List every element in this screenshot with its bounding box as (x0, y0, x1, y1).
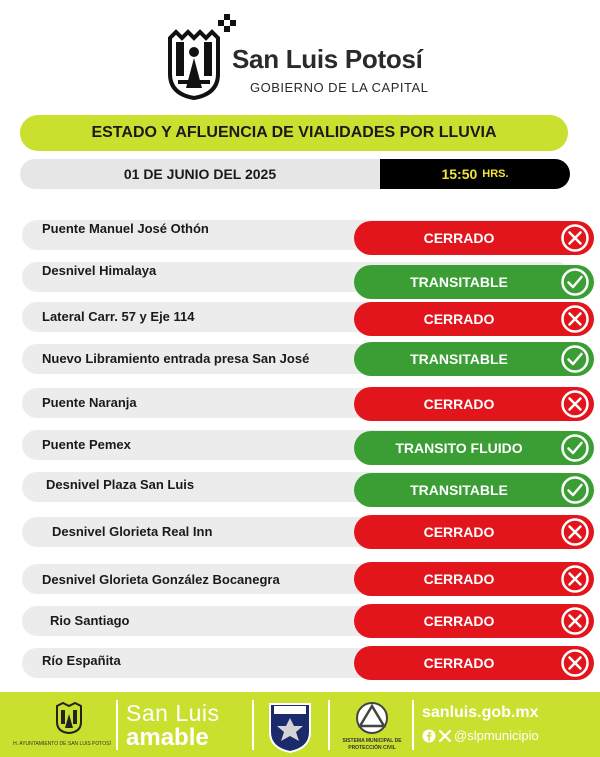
road-row (22, 562, 572, 596)
road-row (22, 218, 572, 252)
road-row (22, 428, 572, 462)
status-label: TRANSITABLE (410, 482, 508, 498)
status-label: CERRADO (423, 655, 495, 671)
slogan-line-2: amable (126, 724, 209, 751)
road-name: Rio Santiago (50, 613, 130, 628)
x-circle-icon (560, 304, 590, 334)
road-name: Desnivel Glorieta González Bocanegra (42, 572, 280, 587)
status-badge (354, 562, 594, 596)
x-circle-icon (560, 648, 590, 678)
date-label: 01 DE JUNIO DEL 2025 (20, 159, 380, 189)
footer-divider (328, 700, 330, 750)
social-handle[interactable] (422, 728, 539, 743)
status-badge (354, 221, 594, 255)
time-value: 15:50 (441, 166, 478, 182)
page-title: ESTADO Y AFLUENCIA DE VIALIDADES POR LLUVIA (20, 115, 568, 151)
x-twitter-icon (438, 729, 452, 743)
road-name: Desnivel Glorieta Real Inn (52, 524, 213, 539)
status-badge (354, 387, 594, 421)
check-circle-icon (560, 344, 590, 374)
road-name: Río Españita (42, 653, 121, 668)
status-badge (354, 646, 594, 680)
road-row (22, 515, 572, 549)
footer (0, 692, 600, 757)
slogan-line-1: San Luis (126, 700, 220, 726)
status-label: CERRADO (423, 571, 495, 587)
road-name: Puente Manuel José Othón (42, 221, 209, 236)
road-row (22, 646, 572, 680)
brand-title: San Luis Potosí (232, 44, 423, 74)
ayuntamiento-text: H. AYUNTAMIENTO DE SAN LUIS POTOSÍ (13, 741, 111, 747)
status-badge (354, 302, 594, 336)
road-row (22, 260, 572, 294)
road-name: Lateral Carr. 57 y Eje 114 (42, 309, 195, 324)
proteccion-civil-text: SISTEMA MUNICIPAL DE PROTECCIÓN CIVIL (342, 738, 402, 751)
social-handle-text: @slpmunicipio (454, 728, 539, 743)
time-label (380, 159, 570, 189)
police-badge-icon (262, 698, 318, 754)
road-row (22, 386, 572, 420)
x-circle-icon (560, 389, 590, 419)
status-label: TRANSITO FLUIDO (395, 440, 523, 456)
status-badge (354, 342, 594, 376)
status-label: CERRADO (423, 230, 495, 246)
road-row (22, 342, 572, 376)
road-row (22, 300, 572, 334)
road-row (22, 470, 572, 504)
facebook-icon (422, 729, 436, 743)
status-badge (354, 515, 594, 549)
road-name: Desnivel Himalaya (42, 263, 157, 278)
road-name: Nuevo Libramiento entrada presa San José (42, 351, 310, 366)
status-label: TRANSITABLE (410, 274, 508, 290)
x-circle-icon (560, 564, 590, 594)
footer-divider (252, 700, 254, 750)
x-circle-icon (560, 517, 590, 547)
x-circle-icon (560, 223, 590, 253)
status-badge (354, 265, 594, 299)
check-circle-icon (560, 267, 590, 297)
status-label: TRANSITABLE (410, 351, 508, 367)
status-label: CERRADO (423, 613, 495, 629)
status-badge (354, 604, 594, 638)
road-row (22, 604, 572, 638)
road-name: Puente Pemex (42, 437, 131, 452)
road-name: Puente Naranja (42, 395, 137, 410)
status-label: CERRADO (423, 396, 495, 412)
status-badge (354, 431, 594, 465)
status-label: CERRADO (423, 524, 495, 540)
road-name: Desnivel Plaza San Luis (46, 477, 195, 492)
ayuntamiento-emblem-icon (55, 702, 83, 734)
status-badge (354, 473, 594, 507)
status-label: CERRADO (423, 311, 495, 327)
website-link[interactable]: sanluis.gob.mx (422, 704, 539, 721)
check-circle-icon (560, 433, 590, 463)
footer-divider (412, 700, 414, 750)
check-circle-icon (560, 475, 590, 505)
x-circle-icon (560, 606, 590, 636)
footer-divider (116, 700, 118, 750)
time-unit: HRS. (482, 168, 509, 180)
san-luis-coat-of-arms-icon (166, 28, 222, 100)
brand-subtitle: GOBIERNO DE LA CAPITAL (250, 80, 429, 95)
